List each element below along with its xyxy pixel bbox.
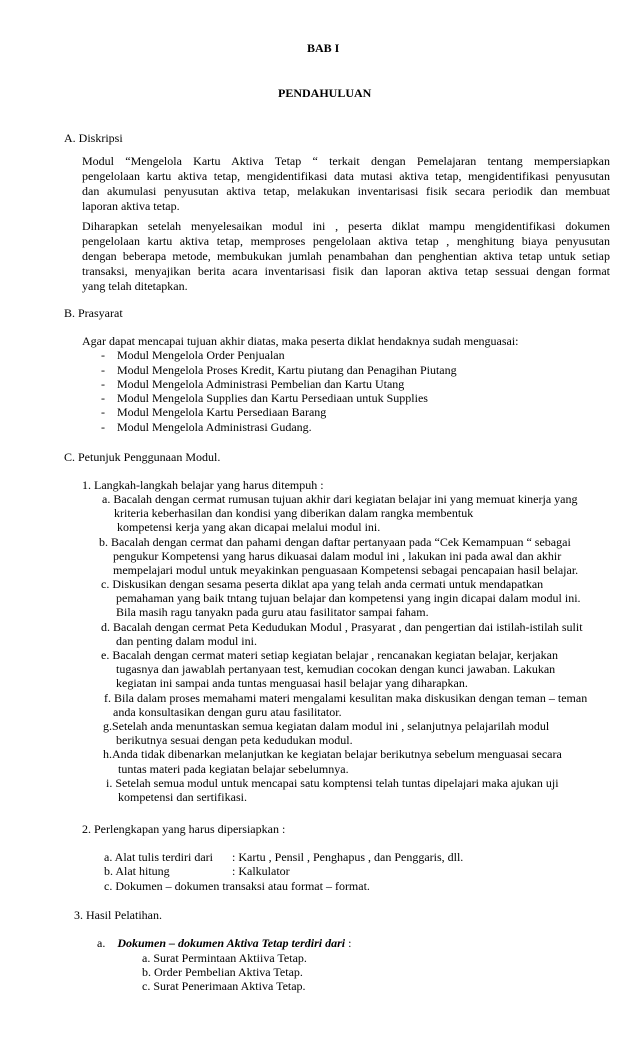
- paragraph-line: pengelolaan kartu aktiva tetap, memproses pengelolaan aktiva tetap , menghitung biaya penyusutan: [82, 234, 610, 248]
- step-line: tuntas materi pada kegiatan belajar sebelumnya.: [118, 762, 349, 776]
- step-line: pemahaman yang baik tntang tujuan belajar dan kompetensi yang ingin dicapai dalam modul ini.: [116, 591, 581, 605]
- step-line: kegiatan ini sampai anda tuntas menguasai hasil belajar yang diharapkan.: [116, 676, 468, 690]
- step-line: d. Bacalah dengan cermat Peta Kedudukan Modul , Prasyarat , dan pengertian dai istilah-istilah sulit: [101, 620, 583, 634]
- list-item: - Modul Mengelola Kartu Persediaan Barang: [101, 405, 327, 419]
- step-line: f. Bila dalam proses memahami materi mengalami kesulitan maka diskusikan dengan teman – teman: [104, 691, 588, 705]
- equipment-label: b. Alat hitung: [104, 864, 170, 878]
- equipment-label: a. Alat tulis terdiri dari: [104, 850, 213, 864]
- chapter-subtitle: PENDAHULUAN: [278, 86, 372, 100]
- step-line: dan penting dalam modul ini.: [116, 634, 257, 648]
- step-line: a. Bacalah dengan cermat rumusan tujuan akhir dari kegiatan belajar ini yang memuat kinerja yang: [102, 492, 578, 506]
- step-line: e. Bacalah dengan cermat materi setiap kegiatan belajar , rencanakan kegiatan belajar, kerjakan: [101, 648, 558, 662]
- list-item: - Modul Mengelola Administrasi Gudang.: [101, 420, 312, 434]
- list-item-text: Modul Mengelola Administrasi Pembelian dan Kartu Utang: [117, 377, 405, 391]
- list-item-text: Modul Mengelola Supplies dan Kartu Persediaan untuk Supplies: [117, 391, 428, 405]
- section-c-heading: C. Petunjuk Penggunaan Modul.: [64, 450, 221, 464]
- result-item: c. Surat Penerimaan Aktiva Tetap.: [142, 979, 306, 993]
- step-line: kompetensi kerja yang akan dicapai melalui modul ini.: [117, 520, 381, 534]
- list-item-text: Modul Mengelola Order Penjualan: [117, 348, 285, 362]
- step-line: h.Anda tidak dibenarkan melanjutkan ke kegiatan belajar berikutnya sebelum menguasai secara: [103, 747, 562, 761]
- equipment-label: c. Dokumen – dokumen transaksi atau format – format.: [104, 879, 370, 893]
- section-a-heading: A. Diskripsi: [64, 131, 123, 145]
- step-line: Bila masih ragu tanyakn pada guru atau fasilitator sampai faham.: [116, 605, 429, 619]
- paragraph-line: dan akumulasi penyusutan aktiva tetap, melakukan inventarisasi fisik secara periodik dan membuat: [82, 184, 610, 198]
- paragraph-line: dengan beberapa metode, membukukan jumlah penambahan dan penghentian aktiva tetap untuk setiap: [82, 249, 610, 263]
- equipment-value: : Kalkulator: [232, 864, 290, 878]
- result-a-title: Dokumen – dokumen Aktiva Tetap terdiri dari: [117, 936, 346, 950]
- list-item: - Modul Mengelola Administrasi Pembelian dan Kartu Utang: [101, 377, 405, 391]
- sub-heading-perlengkapan: 2. Perlengkapan yang harus dipersiapkan :: [82, 822, 286, 836]
- sub-heading-langkah: 1. Langkah-langkah belajar yang harus ditempuh :: [82, 478, 324, 492]
- result-item: a. Surat Permintaan Aktiiva Tetap.: [142, 951, 307, 965]
- paragraph-line: transaksi, menyajikan berita acara inventarisasi fisik dan laporan aktiva tetap sessuai dengan format: [82, 264, 610, 278]
- list-item: - Modul Mengelola Proses Kredit, Kartu piutang dan Penagihan Piutang: [101, 363, 457, 377]
- step-line: c. Diskusikan dengan sesama peserta diklat apa yang telah anda cermati untuk mendapatkan: [101, 577, 544, 591]
- step-line: mempelajari modul untuk meyakinkan penguasaan Kompetensi sebagai pencapaian hasil belajar.: [113, 563, 579, 577]
- chapter-title: BAB I: [307, 41, 340, 55]
- list-item: - Modul Mengelola Order Penjualan: [101, 348, 285, 362]
- step-line: b. Bacalah dengan cermat dan pahami dengan daftar pertanyaan pada “Cek Kemampuan “ sebagai: [99, 535, 571, 549]
- step-line: kriteria keberhasilan dan kondisi yang diberikan dalam rangka membentuk: [114, 506, 474, 520]
- section-b-heading: B. Prasyarat: [64, 306, 123, 320]
- step-line: berikutnya sesuai dengan peta kedudukan modul.: [116, 733, 353, 747]
- step-line: tugasnya dan jawablah pertanyaan test, kemudian cocokan dengan kunci jawaban. Lakukan: [116, 662, 556, 676]
- sub-heading-hasil: 3. Hasil Pelatihan.: [74, 908, 162, 922]
- step-line: pengukur Kompetensi yang harus dikuasai dalam modul ini , lakukan ini pada awal dan akhir: [113, 549, 562, 563]
- paragraph-line: Diharapkan setelah menyelesaikan modul ini , peserta diklat mampu mengidentifikasi dokumen: [82, 219, 610, 233]
- result-a-colon: :: [345, 936, 352, 950]
- equipment-value: : Kartu , Pensil , Penghapus , dan Penggaris, dll.: [232, 850, 464, 864]
- step-line: kompetensi dan sertifikasi.: [118, 790, 247, 804]
- list-item-text: Modul Mengelola Kartu Persediaan Barang: [117, 405, 327, 419]
- result-a-label: a.: [97, 936, 106, 950]
- paragraph-line: pengelolaan kartu aktiva tetap, mengidentifikasi data mutasi aktiva tetap, mengidentifikasi penyusutan: [82, 169, 610, 183]
- paragraph-line: Modul “Mengelola Kartu Aktiva Tetap “ terkait dengan Pemelajaran tentang mempersiapkan: [82, 154, 610, 168]
- step-line: anda konsultasikan dengan guru atau fasilitator.: [113, 705, 342, 719]
- step-line: g.Setelah anda menuntaskan semua kegiatan dalam modul ini , selanjutnya pelajarilah modul: [103, 719, 550, 733]
- paragraph-line: laporan aktiva tetap.: [82, 199, 180, 213]
- prasyarat-intro: Agar dapat mencapai tujuan akhir diatas, maka peserta diklat hendaknya sudah menguasai:: [82, 334, 519, 348]
- result-a-line: [97, 936, 351, 951]
- list-item-text: Modul Mengelola Administrasi Gudang.: [117, 420, 312, 434]
- section-a-paragraph-2: [82, 219, 610, 294]
- list-item: - Modul Mengelola Supplies dan Kartu Persediaan untuk Supplies: [101, 391, 428, 405]
- section-a-paragraph-1: [82, 154, 610, 214]
- step-line: i. Setelah semua modul untuk mencapai satu komptensi telah tuntas dipelajari maka ajukan uji: [106, 776, 559, 790]
- list-item-text: Modul Mengelola Proses Kredit, Kartu piutang dan Penagihan Piutang: [117, 363, 457, 377]
- paragraph-line: yang telah ditetapkan.: [82, 279, 188, 293]
- result-item: b. Order Pembelian Aktiva Tetap.: [142, 965, 303, 979]
